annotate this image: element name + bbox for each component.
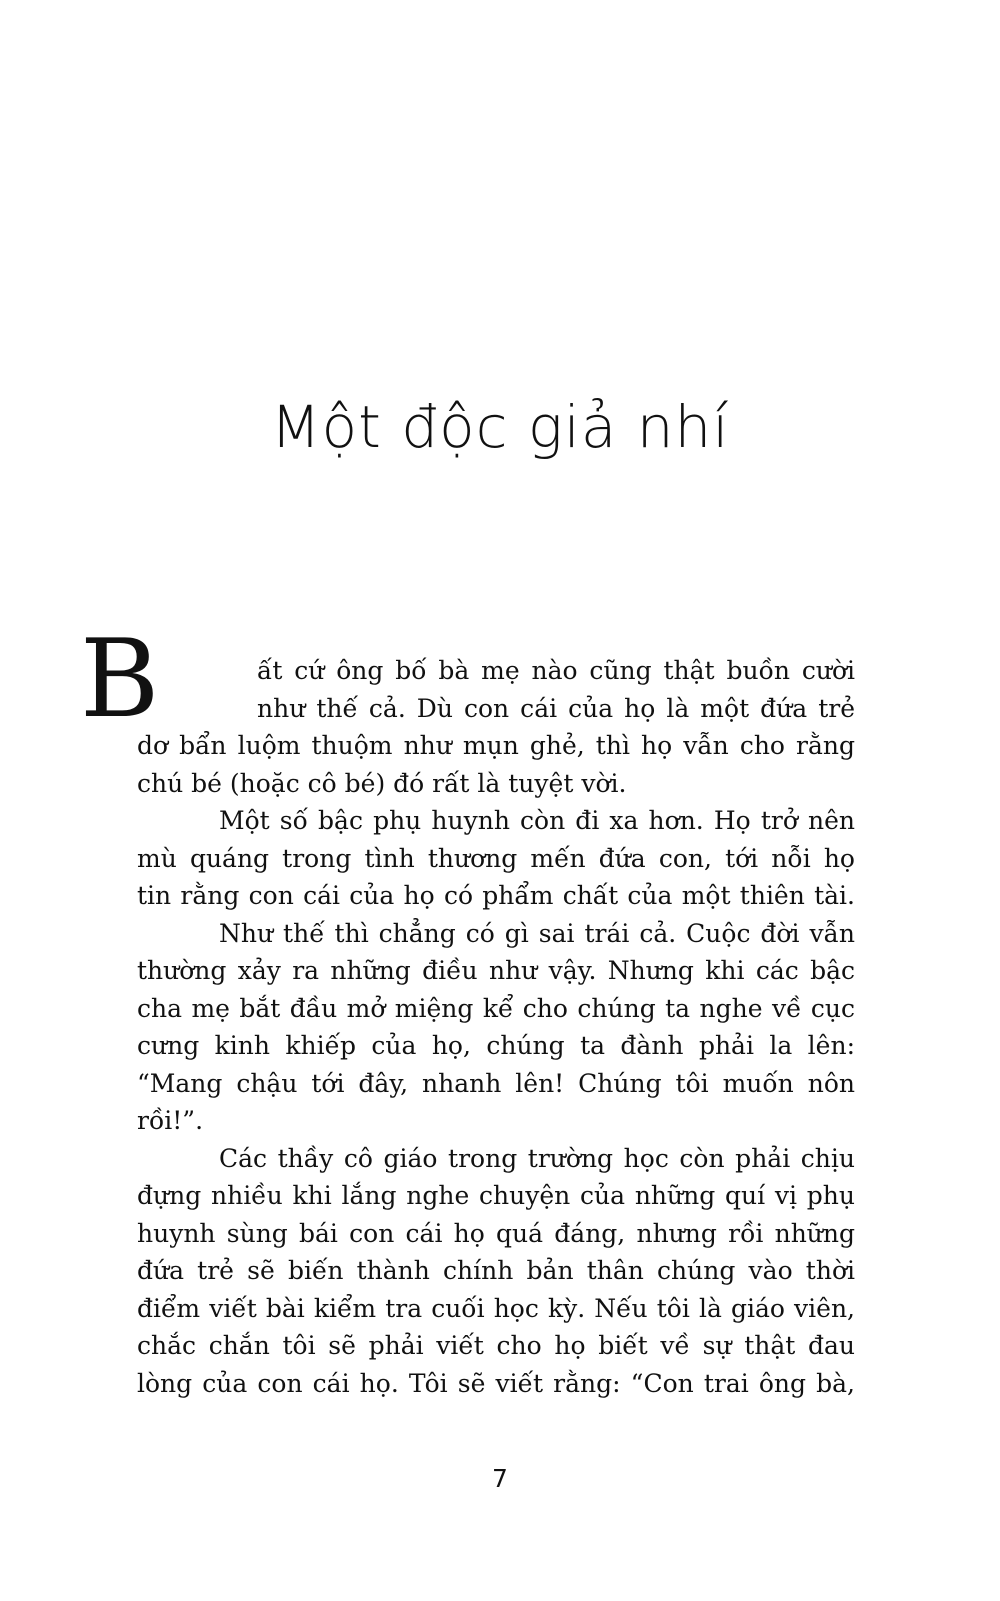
text-line: Một số bậc phụ huynh còn đi xa hơn. Họ trở nên bbox=[219, 806, 855, 835]
text-line: huynh sùng bái con cái họ quá đáng, nhưng rồi những bbox=[137, 1218, 855, 1248]
text-line: cha mẹ bắt đầu mở miệng kể cho chúng ta nghe về cục bbox=[137, 993, 855, 1023]
text-line: ất cứ ông bố bà mẹ nào cũng thật buồn cười bbox=[257, 656, 855, 685]
text-line: mù quáng trong tình thương mến đứa con, tới nỗi họ bbox=[137, 843, 855, 873]
chapter-title: Một độc giả nhí bbox=[270, 393, 730, 461]
text-line: đứa trẻ sẽ biến thành chính bản thân chúng vào thời bbox=[137, 1256, 855, 1285]
text-line: rồi!”. bbox=[137, 1106, 204, 1135]
text-line: Các thầy cô giáo trong trường học còn phải chịu bbox=[219, 1143, 855, 1173]
text-line: cưng kinh khiếp của họ, chúng ta đành phải la lên: bbox=[137, 1031, 855, 1060]
text-line: điểm viết bài kiểm tra cuối học kỳ. Nếu tôi là giáo viên, bbox=[137, 1293, 855, 1323]
text-line: như thế cả. Dù con cái của họ là một đứa trẻ bbox=[257, 693, 855, 723]
text-line: lòng của con cái họ. Tôi sẽ viết rằng: “Con trai ông bà, bbox=[137, 1368, 855, 1398]
text-line: Như thế thì chẳng có gì sai trái cả. Cuộc đời vẫn bbox=[219, 918, 855, 948]
text-line: thường xảy ra những điều như vậy. Nhưng khi các bậc bbox=[137, 956, 855, 985]
text-line: tin rằng con cái của họ có phẩm chất của một thiên tài. bbox=[137, 881, 855, 910]
text-line: đựng nhiều khi lắng nghe chuyện của những quí vị phụ bbox=[137, 1181, 855, 1210]
text-line: “Mang chậu tới đây, nhanh lên! Chúng tôi muốn nôn bbox=[137, 1068, 855, 1098]
text-line: dơ bẩn luộm thuộm như mụn ghẻ, thì họ vẫn cho rằng bbox=[137, 731, 855, 760]
drop-cap: B bbox=[80, 617, 160, 742]
chapter-body bbox=[137, 652, 855, 1402]
text-line: chú bé (hoặc cô bé) đó rất là tuyệt vời. bbox=[137, 768, 627, 798]
text-line: chắc chắn tôi sẽ phải viết cho họ biết về sự thật đau bbox=[137, 1331, 855, 1360]
page-number: 7 bbox=[492, 1464, 508, 1493]
